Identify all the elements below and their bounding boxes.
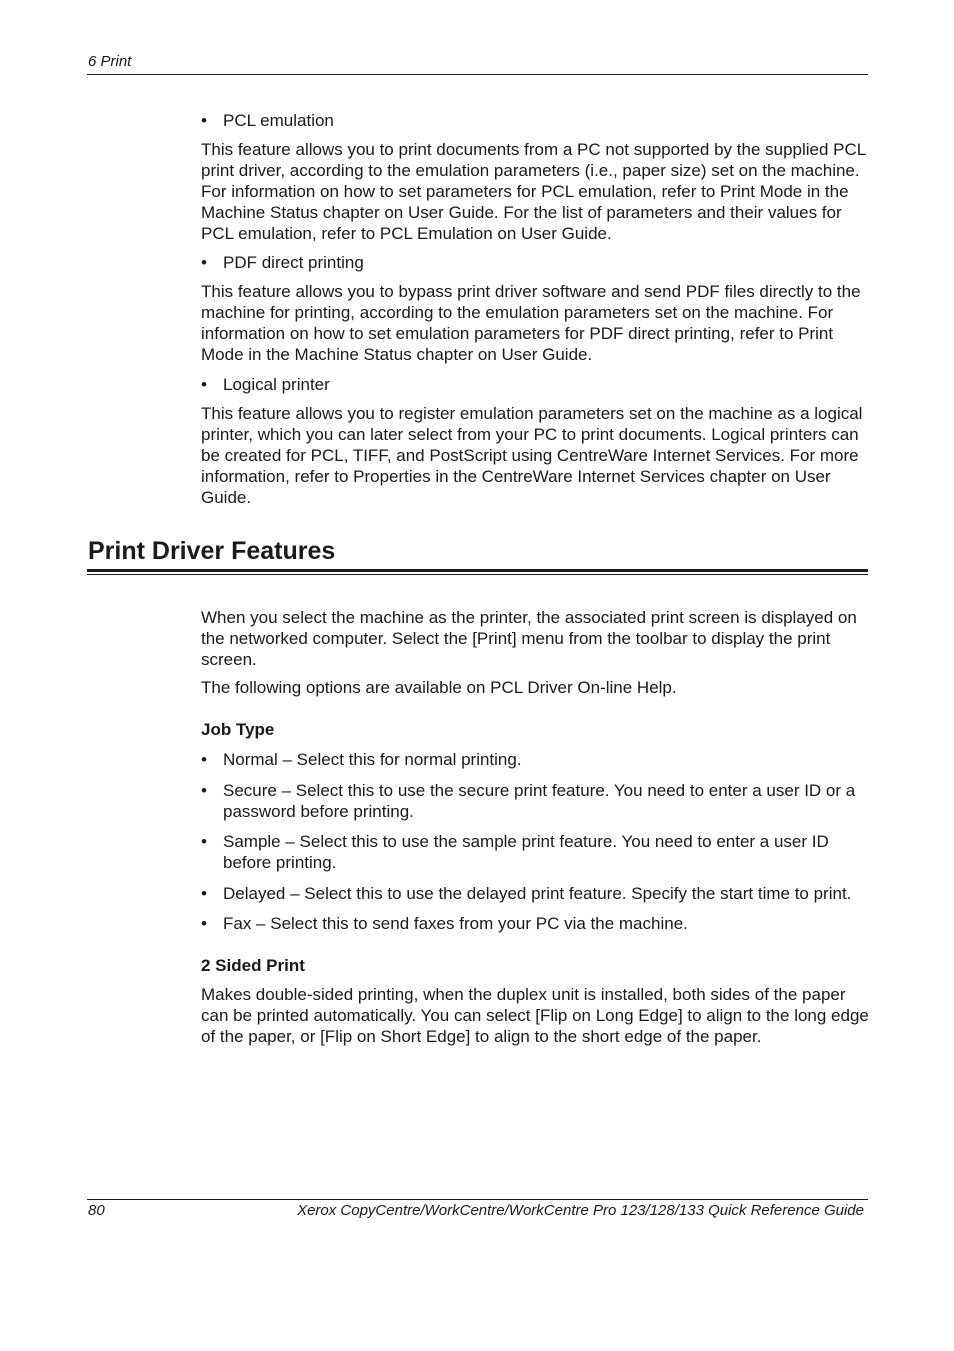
job-type-normal: Normal – Select this for normal printing. bbox=[223, 750, 522, 769]
job-type-secure: Secure – Select this to use the secure print feature. You need to enter a user ID or a password before printing. bbox=[223, 781, 856, 821]
bullet-marker: • bbox=[201, 253, 207, 272]
bullet-marker: • bbox=[201, 750, 207, 769]
bullet-marker: • bbox=[201, 914, 207, 933]
list-item-label: Logical printer bbox=[223, 375, 330, 394]
section-intro: When you select the machine as the printer, the associated print screen is displayed on the networked computer. Select the [Print] menu from the toolbar to display the print screen. bbox=[201, 608, 857, 669]
two-sided-paragraph: Makes double-sided printing, when the duplex unit is installed, both sides of the paper can be printed automatically. You can select [Flip on Long Edge] to align to the long edge of the paper, or [Flip on Short Edge] to align to the short edge of the paper. bbox=[201, 985, 869, 1046]
paragraph-logical-printer: This feature allows you to register emulation parameters set on the machine as a logical printer, which you can later select from your PC to print documents. Logical printers can be created for PCL, TIFF, and PostScript using CentreWare Internet Services. For more information, refer to Properties in the CentreWare Internet Services chapter on User Guide. bbox=[201, 404, 863, 507]
bullet-marker: • bbox=[201, 375, 207, 394]
job-type-sample: Sample – Select this to use the sample print feature. You need to enter a user ID before printing. bbox=[223, 832, 829, 872]
running-header: 6 Print bbox=[88, 53, 132, 70]
guide-title: Xerox CopyCentre/WorkCentre/WorkCentre Pro 123/128/133 Quick Reference Guide bbox=[297, 1202, 864, 1219]
paragraph-pdf-direct-printing: This feature allows you to bypass print driver software and send PDF files directly to the machine for printing, according to the emulation parameters set on the machine. For information on how to set emulation parameters for PDF direct printing, refer to Print Mode in the Machine Status chapter on User Guide. bbox=[201, 282, 861, 364]
header-rule bbox=[87, 74, 868, 75]
bullet-marker: • bbox=[201, 832, 207, 851]
job-type-delayed: Delayed – Select this to use the delayed print feature. Specify the start time to print. bbox=[223, 884, 852, 903]
job-type-heading: Job Type bbox=[201, 720, 275, 739]
section-title: Print Driver Features bbox=[88, 537, 336, 565]
options-note: The following options are available on PCL Driver On-line Help. bbox=[201, 678, 677, 697]
bullet-marker: • bbox=[201, 884, 207, 903]
job-type-fax: Fax – Select this to send faxes from your PC via the machine. bbox=[223, 914, 688, 933]
footer-rule bbox=[87, 1199, 868, 1200]
list-item-label: PCL emulation bbox=[223, 111, 334, 130]
bullet-marker: • bbox=[201, 111, 207, 130]
section-title-rule bbox=[87, 569, 868, 572]
two-sided-heading: 2 Sided Print bbox=[201, 956, 305, 975]
page-number: 80 bbox=[88, 1202, 105, 1219]
list-item-label: PDF direct printing bbox=[223, 253, 364, 272]
section-title-rule-thin bbox=[87, 574, 868, 575]
bullet-marker: • bbox=[201, 781, 207, 800]
paragraph-pcl-emulation: This feature allows you to print documents from a PC not supported by the supplied PCL print driver, according to the emulation parameters (i.e., paper size) set on the machine. For information on how to set parameters for PCL emulation, refer to Print Mode in the Machine Status chapter on User Guide. For the list of parameters and their values for PCL emulation, refer to PCL Emulation on User Guide. bbox=[201, 140, 866, 243]
